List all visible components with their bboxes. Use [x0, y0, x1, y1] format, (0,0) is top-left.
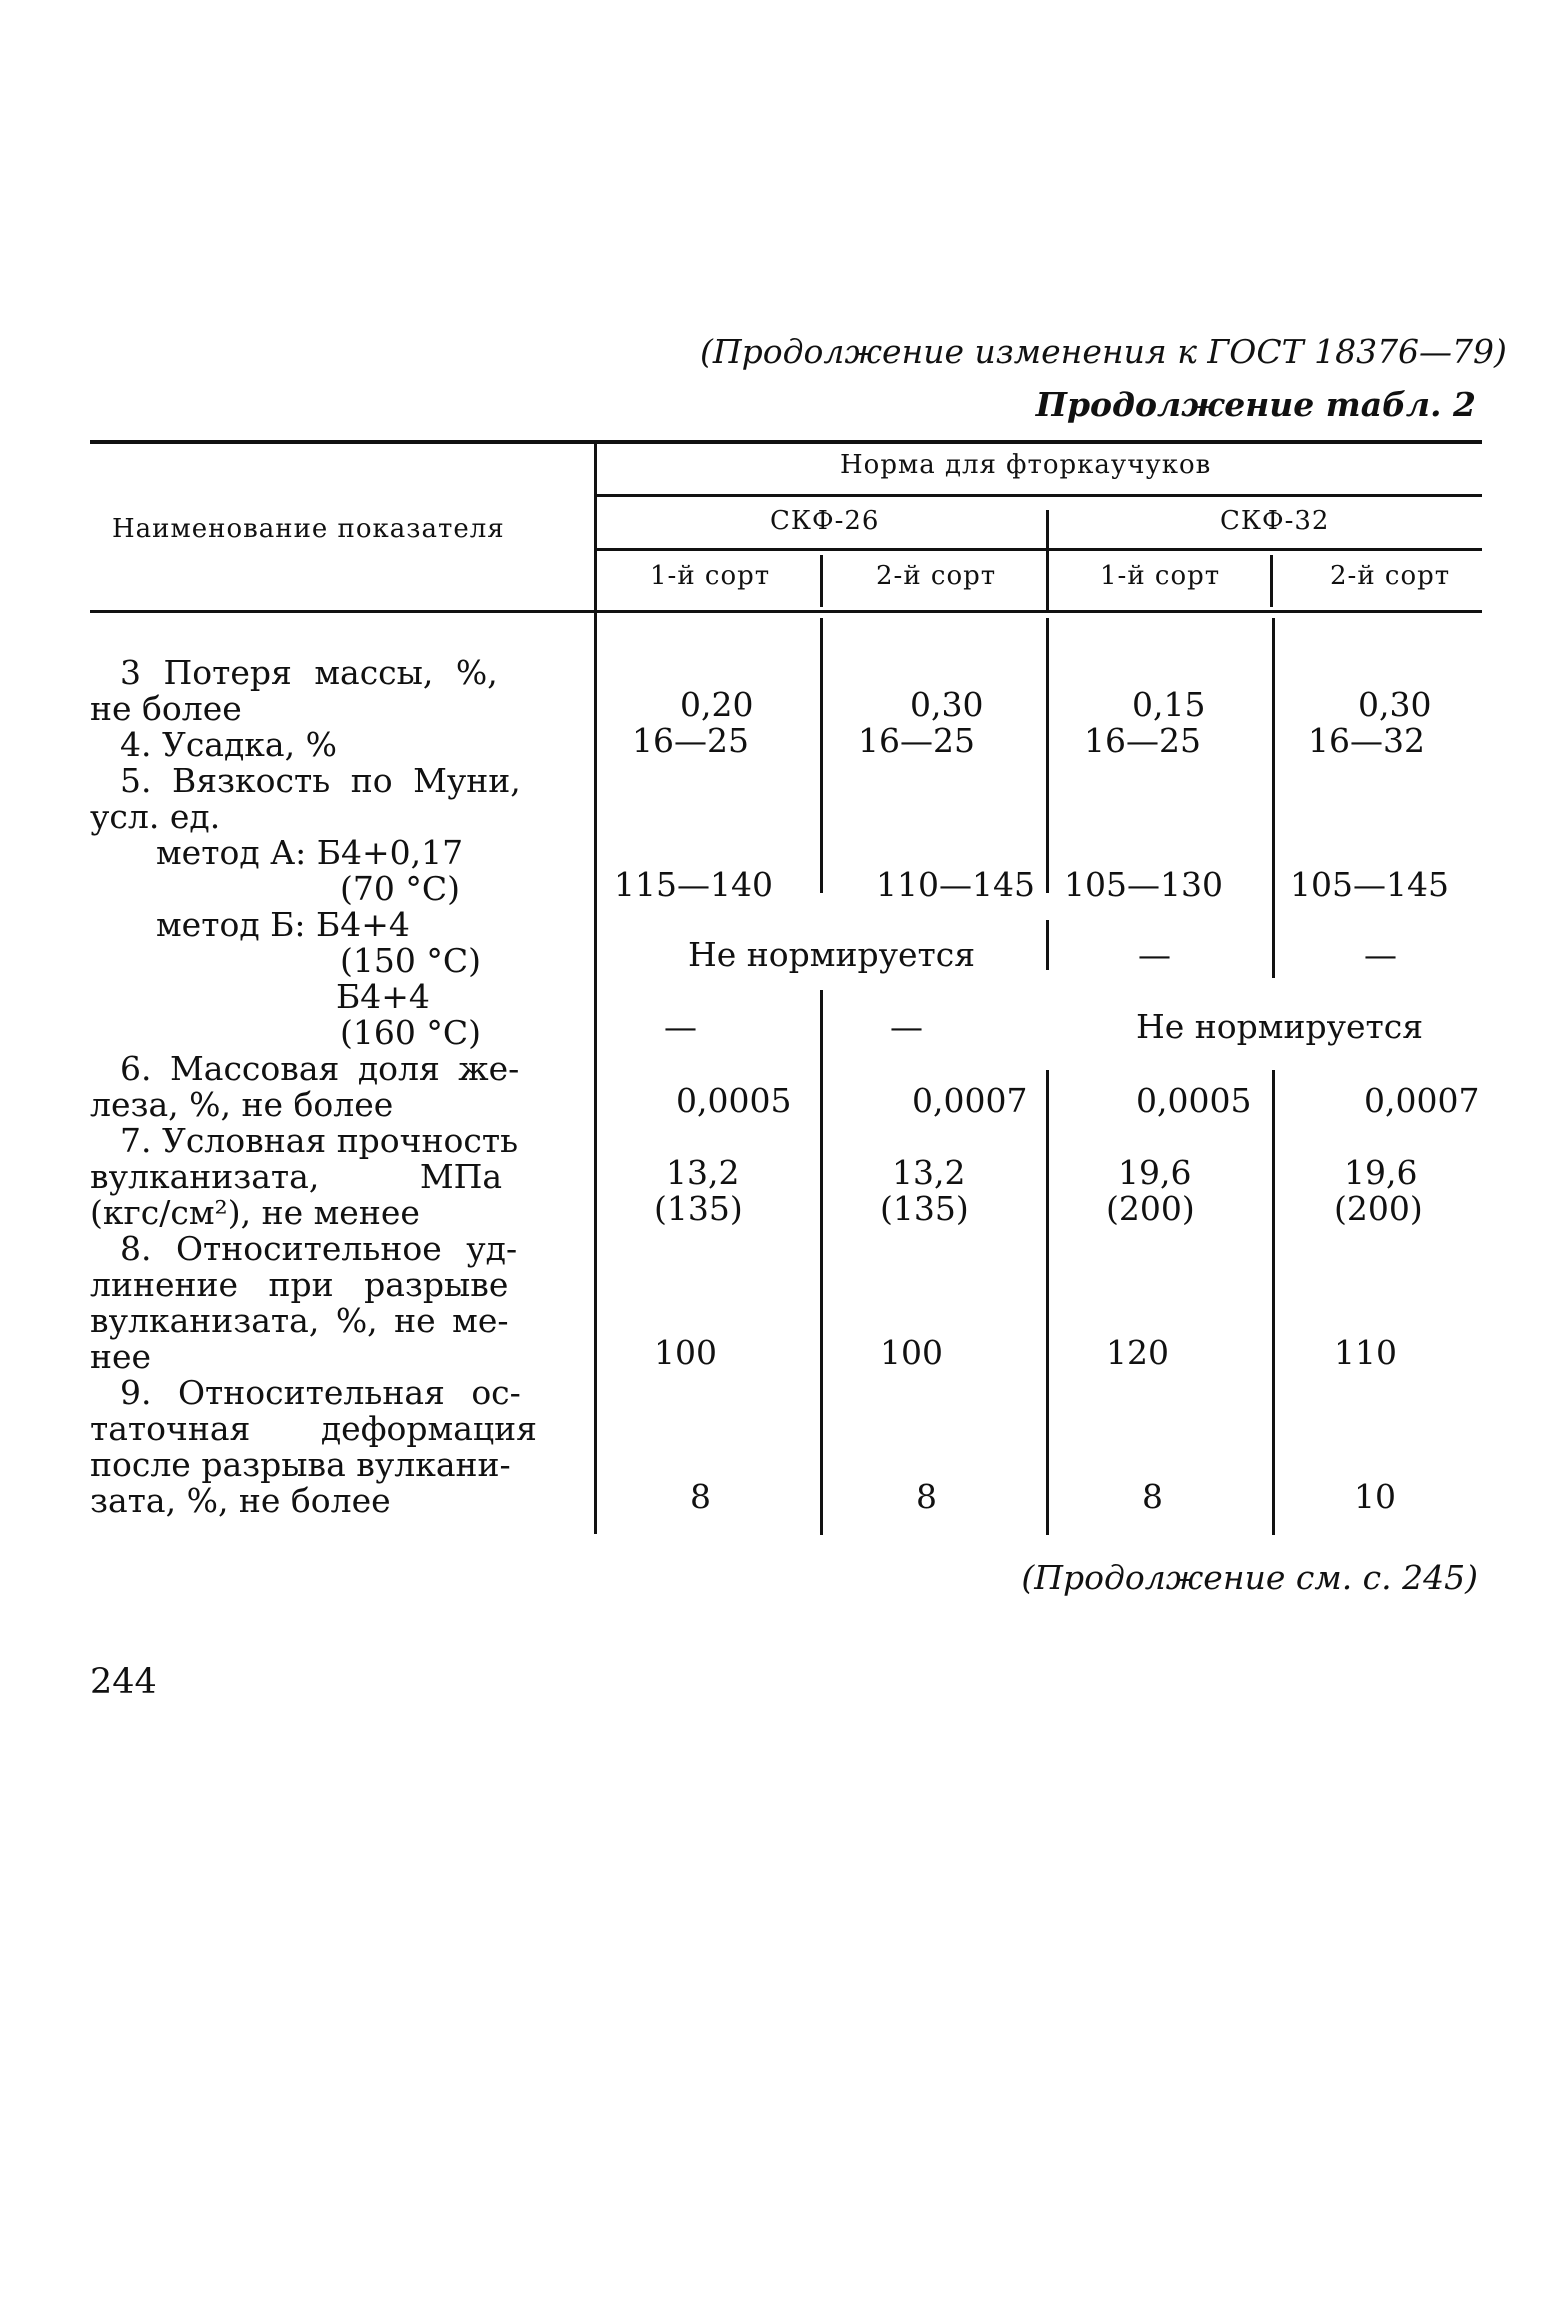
table-cell: 100	[654, 1333, 717, 1372]
table-cell: 19,6	[1344, 1153, 1418, 1192]
table-cell-spanning: Не нормируется	[1136, 1007, 1424, 1046]
grade-header-skf26: СКФ-26	[770, 506, 880, 536]
row-label: усл. ед.	[90, 797, 221, 836]
row-label: 3 Потеря массы, %,	[120, 653, 498, 692]
row-label: метод А: Б4+0,17	[156, 833, 464, 872]
col-divider-body-2c	[1046, 1070, 1049, 1535]
table-cell: 16—25	[632, 721, 749, 760]
table-cell: 10	[1354, 1477, 1396, 1516]
table-cell: 105—145	[1290, 865, 1449, 904]
continued-note: (Продолжение см. с. 245)	[1021, 1558, 1478, 1597]
row-label: Б4+4	[336, 977, 430, 1016]
table-cell: 13,2	[666, 1153, 740, 1192]
column-header-name: Наименование показателя	[112, 514, 505, 544]
row-label: (70 °С)	[340, 869, 460, 908]
table-cell: (135)	[654, 1189, 743, 1228]
col-divider-body-3b	[1272, 1070, 1275, 1535]
table-cell: (200)	[1334, 1189, 1423, 1228]
page-number: 244	[90, 1662, 157, 1702]
row-label: 7. Условная прочность	[120, 1121, 519, 1160]
table-cell: —	[1364, 935, 1397, 974]
row-label: вулканизата, %, не ме-	[90, 1301, 509, 1340]
row-label: вулканизата, МПа	[90, 1157, 503, 1196]
col-divider-body-1b	[820, 990, 823, 1535]
col-divider-grade	[1046, 510, 1049, 610]
table-cell: 8	[690, 1477, 711, 1516]
row-label: линение при разрыве	[90, 1265, 509, 1304]
col-divider-sort1	[820, 555, 823, 607]
table-cell: 100	[880, 1333, 943, 1372]
grade-header-rule	[596, 548, 1482, 551]
sort-header-1: 1-й сорт	[650, 561, 771, 591]
table-cell: 0,30	[910, 685, 984, 724]
table-cell: 120	[1106, 1333, 1169, 1372]
grade-header-skf32: СКФ-32	[1220, 506, 1330, 536]
col-divider-main	[594, 444, 597, 1534]
row-label: (150 °С)	[340, 941, 481, 980]
row-label: метод Б: Б4+4	[156, 905, 410, 944]
table-cell: 0,20	[680, 685, 754, 724]
row-label: (160 °С)	[340, 1013, 481, 1052]
table-cell: 105—130	[1064, 865, 1223, 904]
table-cell: —	[664, 1007, 697, 1046]
table-cell: 0,30	[1358, 685, 1432, 724]
sort-header-3: 1-й сорт	[1100, 561, 1221, 591]
row-label: 9. Относительная ос-	[120, 1373, 521, 1412]
norm-header-rule	[596, 494, 1482, 497]
table-cell: 19,6	[1118, 1153, 1192, 1192]
table-cell: 16—25	[1084, 721, 1201, 760]
row-label: не более	[90, 689, 242, 728]
row-label: 6. Массовая доля же-	[120, 1049, 520, 1088]
table-cell: 16—25	[858, 721, 975, 760]
table-cell: 16—32	[1308, 721, 1425, 760]
row-label: таточная деформация	[90, 1409, 537, 1448]
row-label: после разрыва вулкани-	[90, 1445, 511, 1484]
table-cell: (200)	[1106, 1189, 1195, 1228]
row-label: (кгс/см²), не менее	[90, 1193, 420, 1232]
row-label: нее	[90, 1337, 152, 1376]
table-header-bottom-rule	[90, 610, 1482, 613]
table-cell: —	[890, 1007, 923, 1046]
sort-header-2: 2-й сорт	[876, 561, 997, 591]
col-divider-body-2b	[1046, 920, 1049, 970]
row-label: 8. Относительное уд-	[120, 1229, 518, 1268]
table-cell: (135)	[880, 1189, 969, 1228]
table-cell-spanning: Не нормируется	[688, 935, 976, 974]
table-cell: 8	[916, 1477, 937, 1516]
col-divider-body-3	[1272, 618, 1275, 978]
row-label: 4. Усадка, %	[120, 725, 337, 764]
table-cell: 110	[1334, 1333, 1397, 1372]
sort-header-4: 2-й сорт	[1330, 561, 1451, 591]
table-cell: 0,0005	[1136, 1081, 1252, 1120]
col-divider-body-1	[820, 618, 823, 893]
table-continuation-title: Продолжение табл. 2	[1035, 385, 1476, 424]
table-cell: 8	[1142, 1477, 1163, 1516]
col-divider-sort3	[1270, 555, 1273, 607]
table-cell: 0,15	[1132, 685, 1206, 724]
table-cell: 0,0005	[676, 1081, 792, 1120]
continuation-title: (Продолжение изменения к ГОСТ 18376—79)	[700, 332, 1507, 371]
table-cell: 0,0007	[912, 1081, 1028, 1120]
table-cell: —	[1138, 935, 1171, 974]
col-divider-body-2	[1046, 618, 1049, 893]
row-label: леза, %, не более	[90, 1085, 394, 1124]
row-label: зата, %, не более	[90, 1481, 391, 1520]
table-top-rule	[90, 440, 1482, 444]
table-cell: 110—145	[876, 865, 1035, 904]
column-header-norm: Норма для фторкаучуков	[840, 450, 1212, 480]
table-cell: 0,0007	[1364, 1081, 1480, 1120]
row-label: 5. Вязкость по Муни,	[120, 761, 521, 800]
table-cell: 115—140	[614, 865, 773, 904]
table-cell: 13,2	[892, 1153, 966, 1192]
